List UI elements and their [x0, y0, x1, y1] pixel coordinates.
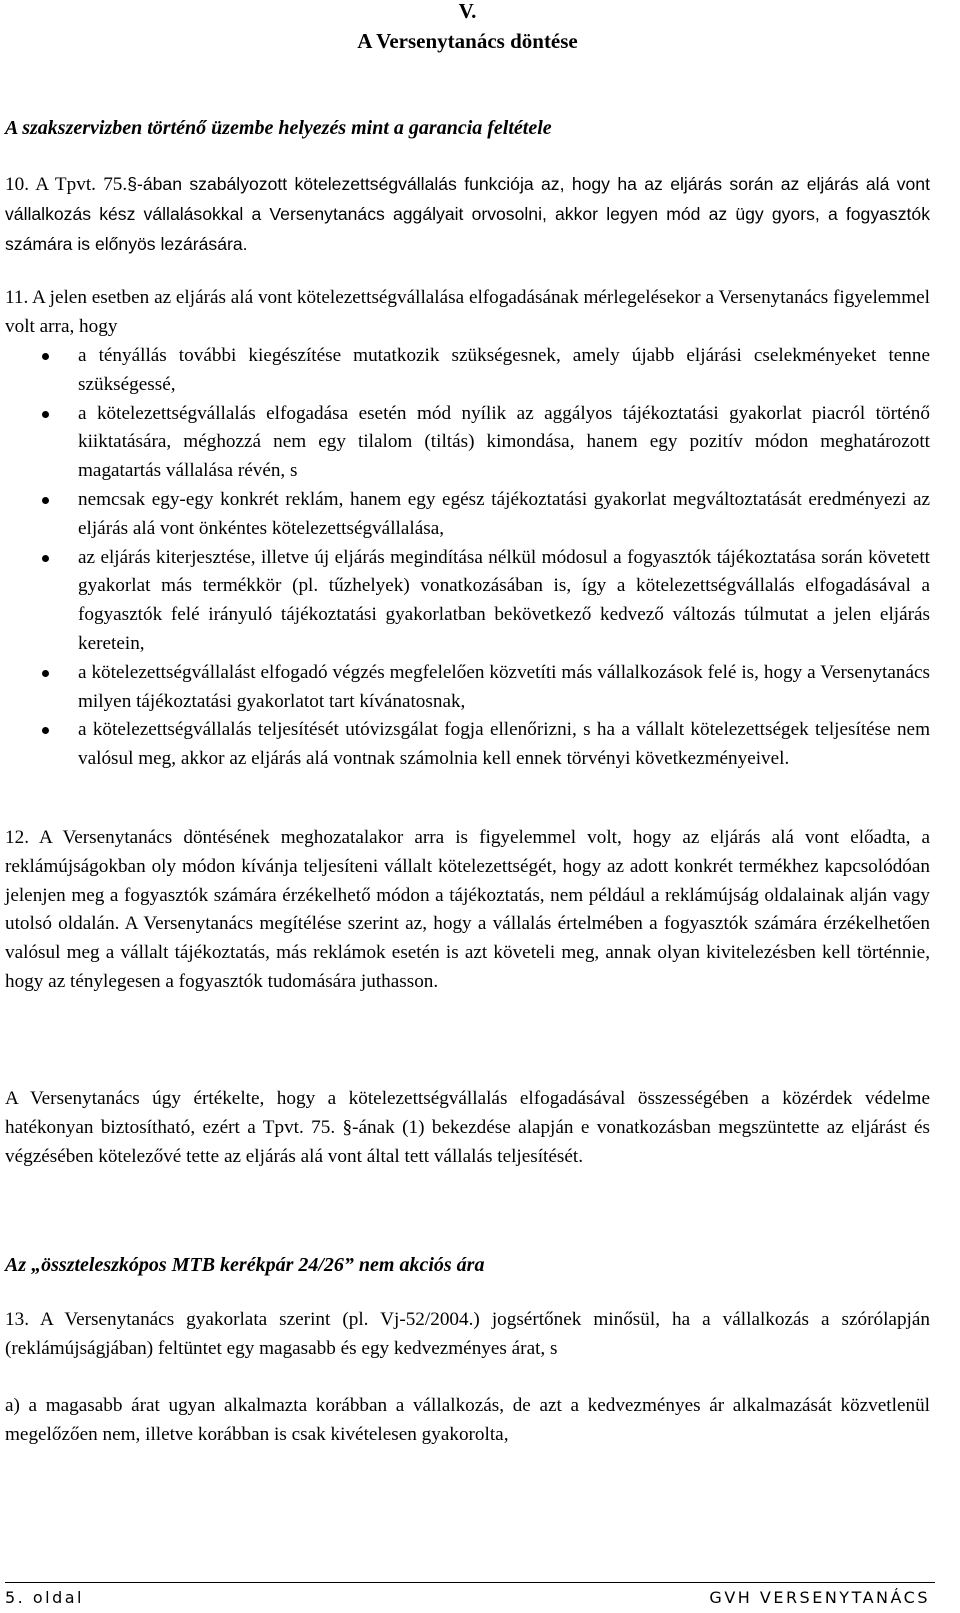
- paragraph-10: [5, 170, 930, 259]
- section-subheading: Az „összteleszkópos MTB kerékpár 24/26” nem akciós ára: [5, 1254, 485, 1276]
- list-item: [5, 486, 930, 544]
- list-item: [5, 342, 930, 400]
- bullet-icon: [42, 555, 49, 562]
- chapter-number: V.: [458, 0, 477, 23]
- list-item: [5, 400, 930, 486]
- list-item-text: a kötelezettségvállalás teljesítését utóvizsgálat fogja ellenőrizni, s ha a vállalt kötelezettségek teljesítése nem valósul meg, akkor az eljárás alá vontnak számolnia kell ennek törvényi következményeivel.: [78, 719, 930, 770]
- bullet-icon: [42, 497, 49, 504]
- list-item-text: a tényállás további kiegészítése mutatkozik szükségesnek, amely újabb eljárási cselekményeket tenne szükségessé,: [78, 345, 930, 395]
- footer-divider: [5, 1582, 935, 1583]
- list-item-text: az eljárás kiterjesztése, illetve új eljárás megindítása nélkül módosul a fogyasztók tájékoztatása során követett gyakorlat más termékkör (pl. tűzhelyek) vonatkozásában is, így a kötelezettségvállalás elfogadásával a fogyasztók felé irányuló tájékoztatási gyakorlatban bekövetkező kedvező változás túlmutat a jelen eljárás keretein,: [78, 546, 930, 654]
- footer-organization: GVH VERSENYTANÁCS: [709, 1588, 930, 1607]
- page-number: 5. oldal: [5, 1588, 84, 1607]
- list-item: [5, 716, 930, 774]
- list-item: [5, 659, 930, 717]
- paragraph-13: 13. A Versenytanács gyakorlata szerint (pl. Vj-52/2004.) jogsértőnek minősül, ha a vállalkozás a szórólapján (reklámújságjában) feltüntet egy magasabb és egy kedvezményes árat, s: [5, 1309, 930, 1359]
- chapter-title: A Versenytanács döntése: [357, 29, 578, 53]
- paragraph-12: 12. A Versenytanács döntésének meghozatalakor arra is figyelemmel volt, hogy az eljárás alá vont előadta, a reklámújságokban oly módon kívánja teljesíteni vállalt kötelezettségét, hogy az adott konkrét termékhez kapcsolódóan jelenjen meg a fogyasztók számára érzékelhető módon a tájékoztatás, nem például a reklámújság oldalainak alján vagy utolsó oldalán. A Versenytanács megítélése szerint az, hogy a vállalás értelmében a fogyasztók számára érzékelhetően valósul meg a vállalt tájékoztatás, más reklámok esetén is azt követeli meg, annak olyan kivitelezésben kell történnie, hogy az ténylegesen a fogyasztók tudomására juthasson.: [5, 827, 930, 992]
- list-item-text: nemcsak egy-egy konkrét reklám, hanem egy egész tájékoztatási gyakorlat megváltoztatását eredményezi az eljárás alá vont önkéntes kötelezettségvállalása,: [78, 488, 930, 539]
- bullet-icon: [42, 353, 49, 360]
- list-item-text: a kötelezettségvállalást elfogadó végzés megfelelően közvetíti más vállalkozások felé is, hogy a Versenytanács milyen tájékoztatási gyakorlatot tart kívánatosnak,: [78, 661, 930, 712]
- paragraph-conclusion: A Versenytanács úgy értékelte, hogy a kötelezettségvállalás elfogadásával összességében a közérdek védelme hatékonyan biztosítható, ezért a Tpvt. 75. §-ának (1) bekezdése alapján e vonatkozásban megszüntette az eljárást és végzésében kötelezővé tette az eljárás alá vont által tett vállalás teljesítését.: [5, 1088, 930, 1167]
- bullet-icon: [42, 670, 49, 677]
- list-item-text: a kötelezettségvállalás elfogadása esetén mód nyílik az aggályos tájékoztatási gyakorlat piacról történő kiiktatására, méghozzá nem egy tilalom (tiltás) kimondása, hanem egy pozitív módon meghatározott magatartás vállalása révén, s: [78, 402, 930, 482]
- paragraph-10-lead: 10. A Tpvt. 75.: [5, 174, 128, 195]
- bullet-icon: [42, 727, 49, 734]
- paragraph-10-body: §-ában szabályozott kötelezettségvállalás funkciója az, hogy ha az eljárás során az eljárás alá vont vállalkozás kész vállalásokkal a Versenytanács aggályait orvosolni, akkor legyen mód az ügy gyors, a fogyasztók számára is előnyös lezárására.: [5, 174, 930, 254]
- section-subheading: A szakszervizben történő üzembe helyezés mint a garancia feltétele: [5, 117, 552, 139]
- list-item: [5, 544, 930, 659]
- criteria-list: [5, 342, 930, 774]
- bullet-icon: [42, 411, 49, 418]
- paragraph-13-a: a) a magasabb árat ugyan alkalmazta korábban a vállalkozás, de azt a kedvezményes ár alkalmazását közvetlenül megelőzően nem, illetve korábban is csak kivételesen gyakorolta,: [5, 1395, 930, 1445]
- paragraph-11: 11. A jelen esetben az eljárás alá vont kötelezettségvállalása elfogadásának mérlegelésekor a Versenytanács figyelemmel volt arra, hogy: [5, 287, 930, 337]
